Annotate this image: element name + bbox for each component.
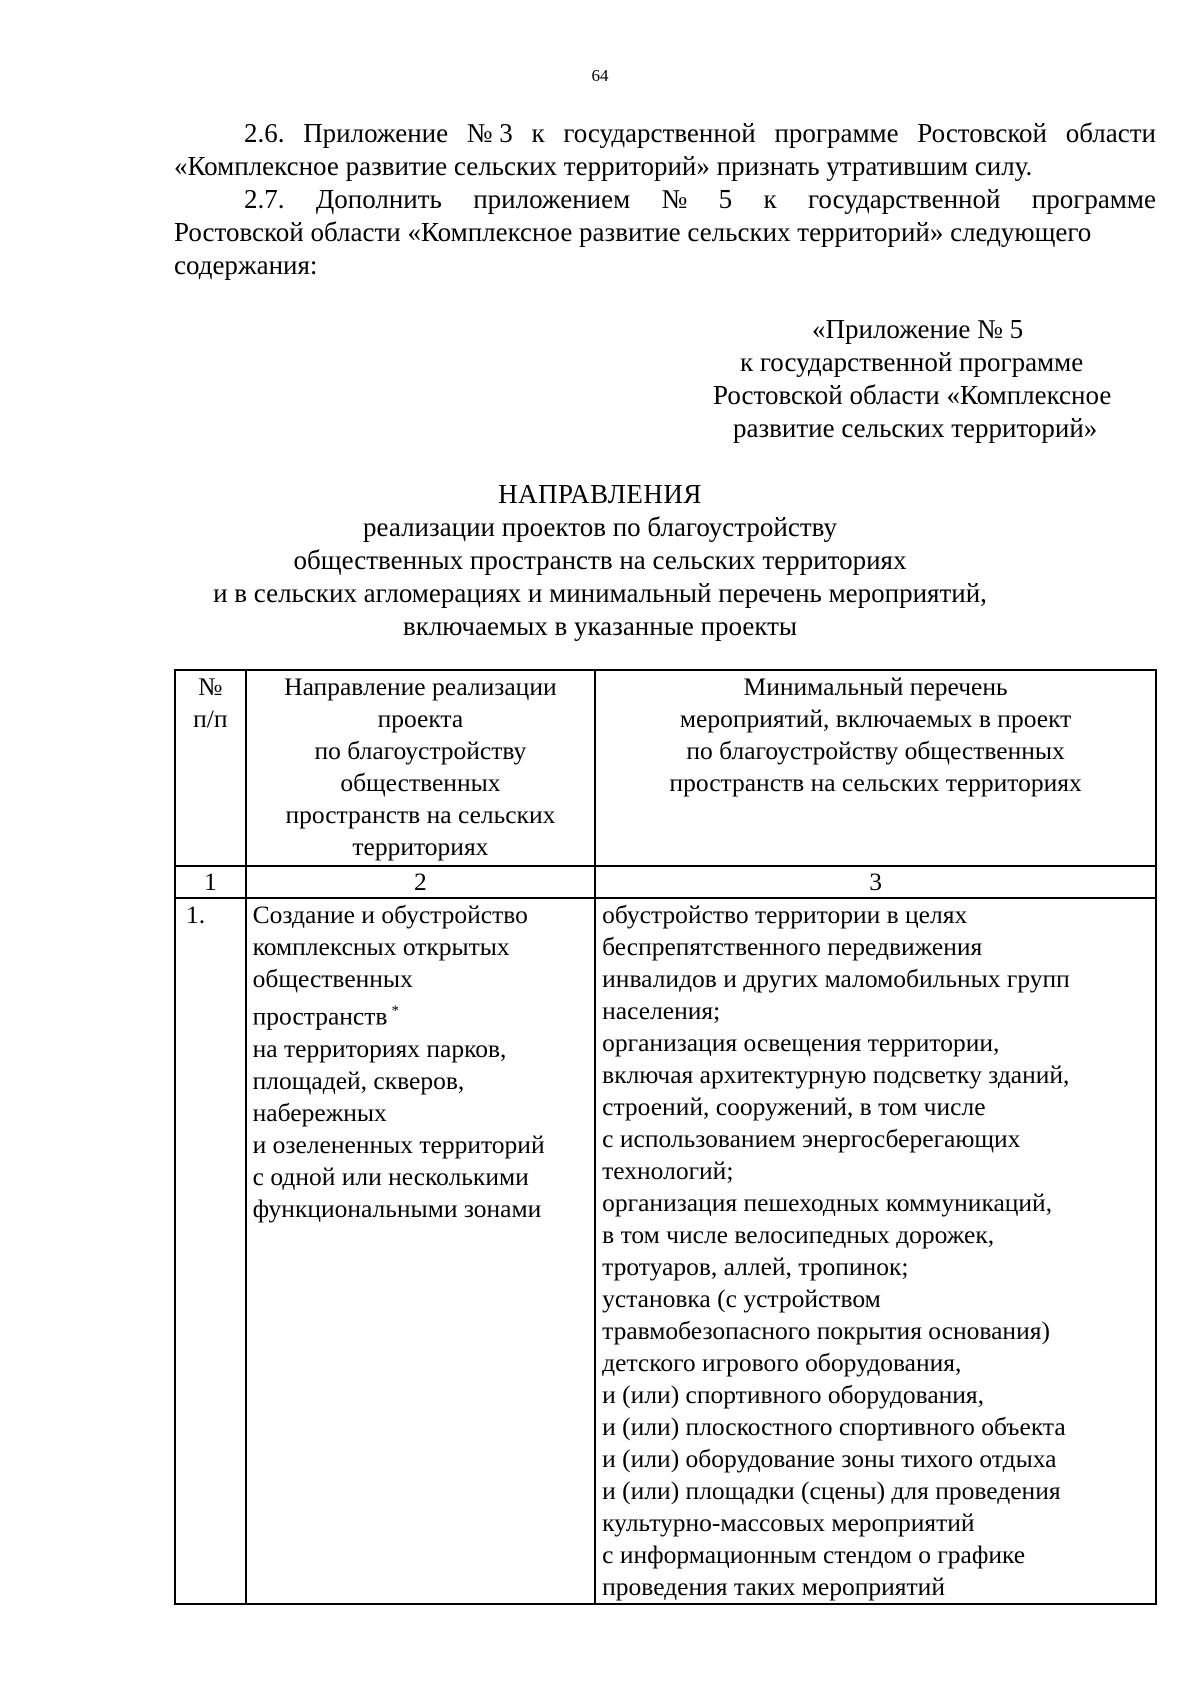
- paragraph-word: Дополнить: [315, 184, 442, 214]
- table-header-row: [175, 670, 1156, 866]
- cell-line: [253, 995, 589, 1033]
- paragraph-2-6: [174, 117, 1156, 183]
- cell-line-text: пространств: [252, 1001, 388, 1031]
- paragraph-word: к: [531, 118, 545, 148]
- header-line: территориях: [352, 832, 489, 861]
- row-direction: [246, 898, 596, 1604]
- cell-line: на территориях парков,: [252, 1033, 507, 1063]
- header-line: Минимальный перечень: [743, 672, 1008, 701]
- cell-line: и (или) спортивного оборудования,: [602, 1380, 985, 1409]
- paragraph-word: 5: [718, 184, 733, 214]
- header-line: проекта: [377, 704, 464, 733]
- cell-line: организация освещения территории,: [602, 1028, 1000, 1057]
- cell-line: с одной или несколькими: [252, 1161, 529, 1191]
- header-line: №: [198, 672, 223, 701]
- header-line: пространств на сельских: [285, 800, 556, 829]
- cell-line: с использованием энергосберегающих: [602, 1124, 1021, 1153]
- paragraph-word: Ростовской: [917, 118, 1048, 148]
- column-number-3: 3: [595, 866, 1156, 898]
- cell-line: и (или) площадки (сцены) для проведения: [602, 1476, 1061, 1505]
- header-line: по благоустройству общественных: [686, 736, 1065, 765]
- cell-line: и (или) плоскостного спортивного объекта: [602, 1412, 1066, 1441]
- cell-line: с информационным стендом о графике: [602, 1540, 1026, 1569]
- appendix-reference: [700, 313, 1200, 445]
- cell-line: инвалидов и других маломобильных групп: [602, 964, 1070, 993]
- paragraph-word: к: [763, 184, 777, 214]
- paragraph-line: Ростовской области «Комплексное развитие сельских территорий» следующего: [174, 217, 1092, 247]
- paragraph-2-6-first-line: [174, 117, 1156, 150]
- footnote-marker: *: [391, 1003, 399, 1019]
- cell-line: технологий;: [602, 1156, 734, 1185]
- cell-line: и (или) оборудование зоны тихого отдыха: [602, 1444, 1057, 1473]
- directions-table: [174, 669, 1157, 1605]
- heading-title: НАПРАВЛЕНИЯ: [498, 479, 702, 509]
- cell-line: включая архитектурную подсветку зданий,: [602, 1060, 1070, 1089]
- cell-line: организация пешеходных коммуникаций,: [602, 1188, 1053, 1217]
- heading-line-4: включаемых в указанные проекты: [402, 611, 798, 641]
- cell-line: функциональными зонами: [252, 1193, 542, 1223]
- appendix-line-2: к государственной программе: [740, 347, 1084, 377]
- paragraph-word: 2.7.: [244, 184, 285, 214]
- cell-line: культурно-массовых мероприятий: [602, 1508, 975, 1537]
- header-minimal-list: [595, 670, 1156, 866]
- table-row: [175, 898, 1156, 1604]
- header-line: п/п: [193, 704, 228, 733]
- appendix-line-4: развитие сельских территорий»: [733, 413, 1098, 443]
- paragraph-word: № 3: [466, 118, 513, 148]
- cell-line: площадей, скверов,: [252, 1065, 465, 1095]
- column-number-1: 1: [175, 866, 246, 898]
- paragraph-word: государственной: [808, 184, 1001, 214]
- header-direction: [246, 670, 596, 866]
- cell-line: набережных: [252, 1097, 387, 1127]
- cell-line: установка (с устройством: [602, 1284, 881, 1313]
- column-number-2: 2: [246, 866, 596, 898]
- cell-line: беспрепятственного передвижения: [602, 932, 983, 961]
- document-heading: [0, 478, 1200, 643]
- paragraph-2-7-line-3: содержания:: [174, 250, 318, 280]
- cell-line: травмобезопасного покрытия основания): [602, 1316, 1050, 1345]
- heading-line-1: реализации проектов по благоустройству: [363, 512, 837, 542]
- paragraph-2-7-first-line: [174, 183, 1156, 216]
- paragraph-2-6-rest: «Комплексное развитие сельских территорий» признать утратившим силу.: [174, 151, 1033, 181]
- header-line: по благоустройству: [314, 736, 527, 765]
- paragraph-word: приложением: [473, 184, 631, 214]
- cell-line: строений, сооружений, в том числе: [602, 1092, 986, 1121]
- cell-line: комплексных открытых: [252, 932, 510, 961]
- header-line: общественных: [340, 768, 501, 797]
- heading-line-3: и в сельских агломерациях и минимальный перечень мероприятий,: [213, 578, 987, 608]
- header-num: [175, 670, 246, 866]
- appendix-line-3: Ростовской области «Комплексное: [713, 380, 1112, 410]
- cell-line: обустройство территории в целях: [602, 900, 968, 929]
- cell-line: Создание и обустройство: [252, 900, 528, 929]
- page-number: 64: [591, 66, 609, 85]
- row-minimal-list: [595, 898, 1156, 1604]
- cell-line: проведения таких мероприятий: [602, 1572, 945, 1601]
- paragraph-word: области: [1065, 118, 1156, 148]
- paragraph-2-7-line-2: [174, 216, 1156, 249]
- paragraph-word: государственной: [563, 118, 756, 148]
- cell-line: в том числе велосипедных дорожек,: [602, 1220, 995, 1249]
- cell-line: общественных: [252, 964, 413, 993]
- paragraph-word: программе: [774, 118, 899, 148]
- appendix-line-1: «Приложение № 5: [812, 314, 1024, 344]
- paragraph-word: 2.6.: [244, 118, 285, 148]
- paragraph-2-7: [174, 183, 1156, 282]
- heading-line-2: общественных пространств на сельских территориях: [293, 545, 907, 575]
- cell-line: детского игрового оборудования,: [602, 1348, 962, 1377]
- header-line: пространств на сельских территориях: [669, 768, 1082, 797]
- cell-line: тротуаров, аллей, тропинок;: [602, 1252, 909, 1281]
- row-number: 1.: [175, 898, 246, 1604]
- header-line: Направление реализации: [284, 672, 557, 701]
- cell-line: населения;: [602, 996, 721, 1025]
- header-line: мероприятий, включаемых в проект: [679, 704, 1072, 733]
- column-number-row: [175, 866, 1156, 898]
- paragraph-word: Приложение: [303, 118, 449, 148]
- paragraph-word: программе: [1031, 184, 1156, 214]
- paragraph-word: №: [661, 184, 688, 214]
- cell-line: и озелененных территорий: [252, 1129, 545, 1159]
